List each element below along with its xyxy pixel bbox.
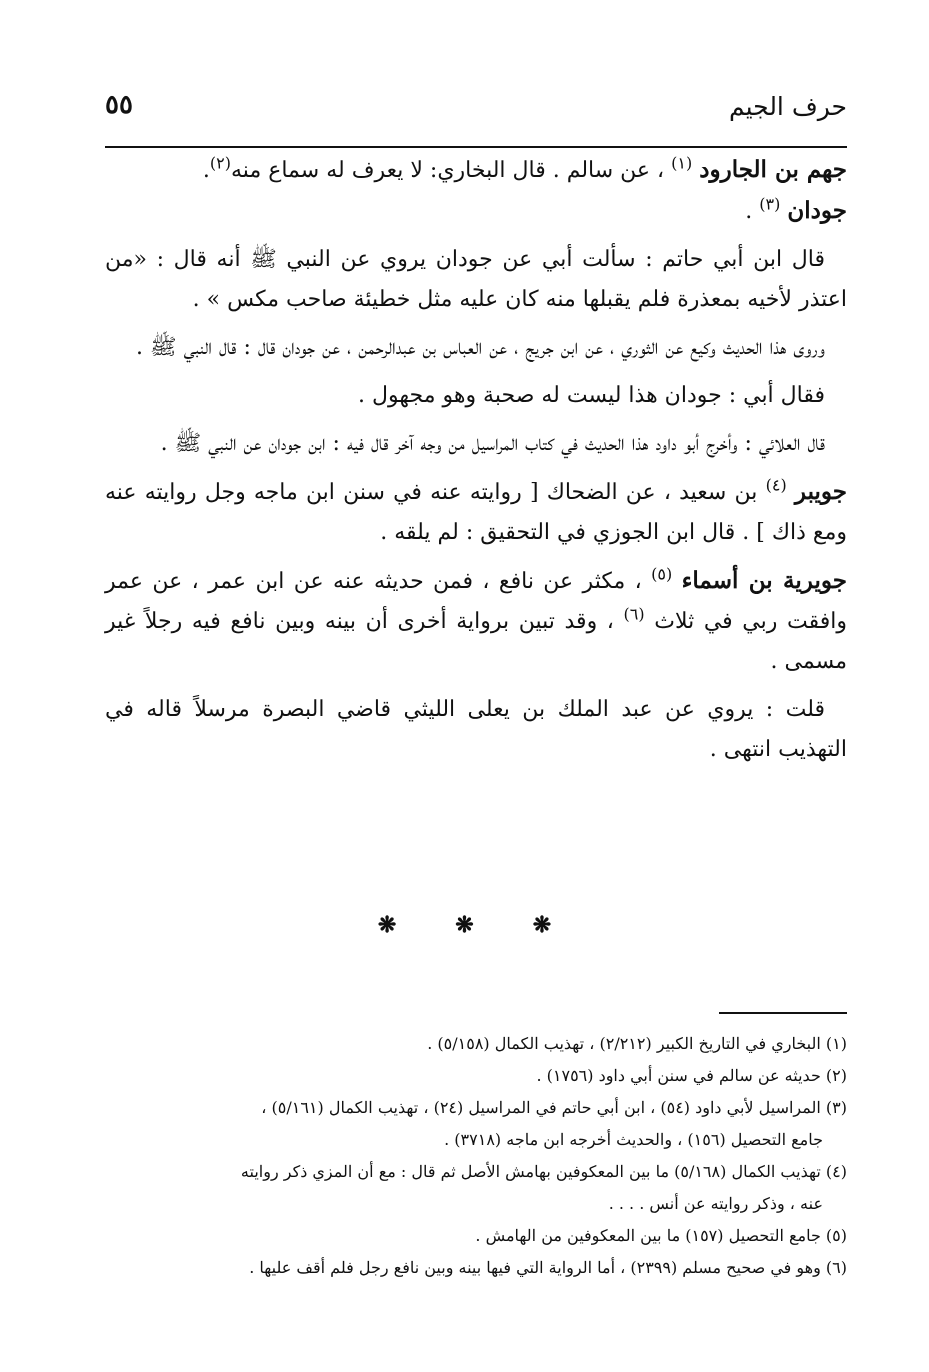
- footnote: (١) البخاري في التاريخ الكبير (٢/٢١٢) ، تهذيب الكمال (٥/١٥٨) .: [427, 1034, 847, 1053]
- entry-end: .: [745, 199, 753, 224]
- section-separator: [0, 912, 929, 938]
- footnote-ref: (٤): [765, 475, 787, 495]
- entry-name: جويرية بن أسماء: [681, 567, 847, 594]
- header-rule: [105, 146, 847, 148]
- footnote-ref: (٦): [623, 604, 645, 624]
- footnote-ref: (٢): [209, 153, 232, 173]
- footnote: (٦) وهو في صحيح مسلم (٢٣٩٩) ، أما الرواية التي فيها بينه وبين نافع رجل فلم أقف عليها .: [249, 1258, 847, 1277]
- entry-name: جودان: [787, 197, 847, 224]
- footnote: (٢) حديثه عن سالم في سنن أبي داود (١٧٥٦) .: [536, 1066, 847, 1085]
- entry-jawdan: [105, 191, 847, 232]
- entry-jahm: [105, 150, 847, 191]
- paragraph: قلت : يروي عن عبد الملك بن يعلى الليثي قاضي البصرة مرسلاً قاله في التهذيب انتهى .: [105, 697, 847, 762]
- footnote-ref: (١): [671, 153, 693, 173]
- footnotes: [105, 1028, 847, 1284]
- page-number: ٥٥: [105, 90, 133, 120]
- entry-text: ، مكثر عن نافع ، فمن حديثه عنه عن ابن عمر ، عن عمر وافقت ربي في ثلاث: [105, 569, 847, 634]
- entry-end: .: [202, 158, 210, 183]
- entry-text: ، عن سالم . قال البخاري: لا يعرف له سماع منه: [231, 158, 665, 183]
- entry-name: جهم بن الجارود: [699, 156, 847, 183]
- paragraph: وروى هذا الحديث وكيع عن الثوري ، عن ابن جريج ، عن العباس بن عبدالرحمن ، عن جودان قال : قال النبي ﷺ .: [136, 335, 825, 360]
- footnote: (٣) المراسيل لأبي داود (٥٤) ، ابن أبي حاتم في المراسيل (٢٤) ، تهذيب الكمال (٥/١٦١) ،: [261, 1098, 847, 1117]
- star-ornament-icon: ❋: [455, 912, 474, 938]
- footnote-ref: (٥): [651, 564, 673, 584]
- entry-text: ، وقد تبين برواية أخرى أن بينه وبين نافع فيه رجلاً غير مسمى .: [105, 609, 847, 674]
- paragraph: قال ابن أبي حاتم : سألت أبي عن جودان يروي عن النبي ﷺ أنه قال : «من اعتذر لأخيه بمعذرة فلم يقبلها منه كان عليه مثل خطيئة صاحب مكس » .: [105, 247, 847, 312]
- entry-text: بن سعيد ، عن الضحاك [ روايته عنه في سنن ابن ماجه وجل روايته عنه ومع ذاك ] . قال ابن الجوزي في التحقيق : لم يلقه .: [105, 480, 847, 545]
- footnote-continuation: عنه ، وذكر روايته عن أنس . . . .: [608, 1194, 823, 1213]
- footnote-rule: [719, 1012, 847, 1014]
- footnote: (٥) جامع التحصيل (١٥٧) ما بين المعكوفين من الهامش .: [475, 1226, 847, 1245]
- page-header: [105, 92, 847, 128]
- paragraph: قال العلائي : وأخرج أبو داود هذا الحديث في كتاب المراسيل من وجه آخر قال فيه : ابن جودان عن النبي ﷺ .: [160, 431, 825, 456]
- entry-juwayriya: [105, 561, 847, 682]
- footnote-continuation: جامع التحصيل (١٥٦) ، والحديث أخرجه ابن ماجه (٣٧١٨) .: [444, 1130, 823, 1149]
- entry-name: جويبر: [794, 478, 848, 505]
- star-ornament-icon: ❋: [377, 912, 397, 938]
- chapter-title: حرف الجيم: [729, 92, 847, 121]
- main-text: [105, 150, 847, 778]
- paragraph: فقال أبي : جودان هذا ليست له صحبة وهو مجهول .: [358, 383, 825, 408]
- footnote-ref: (٣): [759, 194, 781, 214]
- entry-juwaybir: [105, 472, 847, 553]
- star-ornament-icon: ❋: [532, 912, 552, 938]
- footnote: (٤) تهذيب الكمال (٥/١٦٨) ما بين المعكوفين بهامش الأصل ثم قال : مع أن المزي ذكر روايته: [240, 1162, 847, 1181]
